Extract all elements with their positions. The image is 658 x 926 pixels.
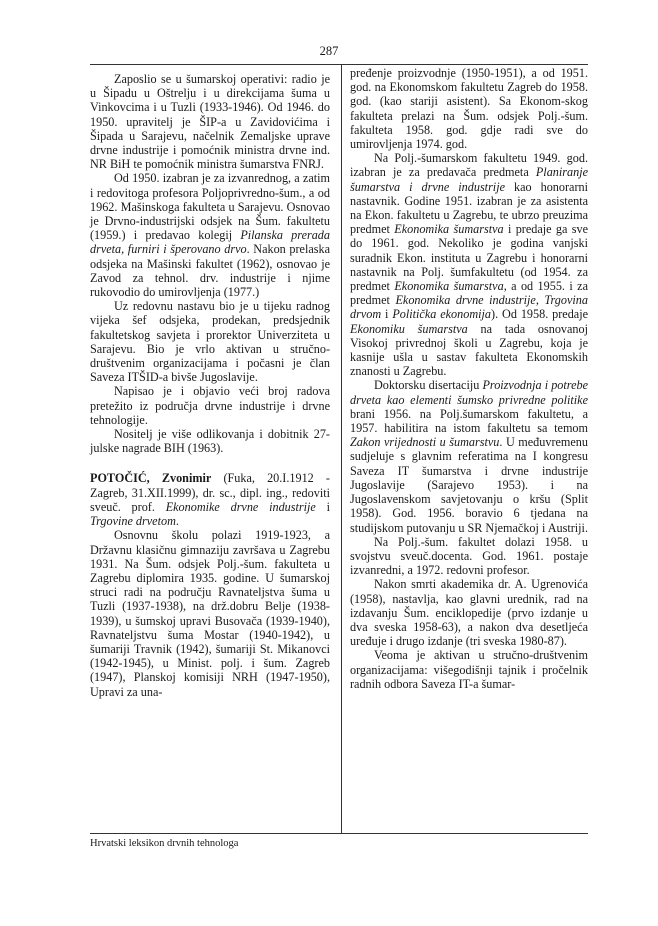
paragraph: pređenje proizvodnje (1950-1951), a od 1951. god. na Ekonomskom fakultetu Zagreb do 1958. god. (kao stariji asistent). Sa Ekonom-skog fakulteta prelazi na Šum. odsjek Polj.-šum. fakulteta 1958. god. gdje radi sve do umirovljenja 1974. god. <box>350 66 588 152</box>
footer-text: Hrvatski leksikon drvnih tehnologa <box>90 838 239 849</box>
paragraph: Uz redovnu nastavu bio je u tijeku radnog vijeka šef odsjeka, prodekan, predsjednik fakultetskog savjeta i prorektor Univerziteta u Sarajevu. Bio je vrlo aktivan u stručno-društvenim organizacijama i počasni je član Saveza ITŠID-a bivše Jugoslavije. <box>90 299 330 385</box>
right-column <box>350 66 588 691</box>
page-number: 287 <box>319 44 339 58</box>
entry-heading: POTOČIĆ, Zvonimir (Fuka, 20.I.1912 - Zagreb, 31.XII.1999), dr. sc., dipl. ing., redoviti sveuč. prof. Ekonomike drvne industrije i Trgovine drvetom. <box>90 471 330 529</box>
header-rule <box>90 64 588 65</box>
paragraph: Od 1950. izabran je za izvanrednog, a zatim i redovitoga profesora Poljoprivredno-šum., a od 1962. Mašinskoga fakulteta u Sarajevu. Osnovao je Drvno-industrijski odsjek na Šum. fakultetu (1959.) i predavao kolegij Pilanska prerada drveta, furniri i šperovano drvo. Nakon prelaska odsjeka na Mašinski fakultet (1962), osnovao je Zavod za tehnol. drv. industrije i njime rukovodio do umirovljenja (1977.) <box>90 171 330 300</box>
footer-rule <box>90 833 588 834</box>
paragraph: Osnovnu školu polazi 1919-1923, a Državnu klasičnu gimnaziju završava u Zagrebu 1931. Na Šum. odsjek Polj.-šum. fakulteta u Zagrebu diplomira 1935. godine. U šumarskoj struci radi na području Ravnateljstva šuma u Tuzli (1937-1938), na drž.dobru Belje (1938-1939), u šumskoj upravi Busovača (1939-1940), Ravnateljstvu šuma Mostar (1940-1942), u šumariji Travnik (1942), šumariji St. Mikanovci (1942-1945), u Minist. polj. i šum. Zagreb (1947), Planskoj komisiji NRH (1947-1950), Upravi za una- <box>90 528 330 699</box>
left-column <box>90 72 330 699</box>
column-divider <box>341 65 342 833</box>
entry-name: Zvonimir <box>149 471 212 486</box>
paragraph: Nositelj je više odlikovanja i dobitnik 27-julske nagrade BIH (1963). <box>90 427 330 456</box>
paragraph: Doktorsku disertaciju Proizvodnja i potrebe drveta kao elementi šumsko privredne politike brani 1956. na Polj.šumarskom fakultetu, a 1957. habilitira na istom fakultetu sa temom Zakon vrijednosti u šumarstvu. U međuvremenu sudjeluje s glavnim referatima na I kongresu Saveza IT šumarstva i drvne industrije Jugoslavije (Sarajevo 1953). i na Jugoslavenskom savjetovanju o kršu (Split 1958). God. 1956. boravio 6 tjedana na studijskom putovanju u SR Njemačkoj i Austriji. <box>350 378 588 535</box>
paragraph: Nakon smrti akademika dr. A. Ugrenovića (1958), nastavlja, kao glavni urednik, rad na izdavanju Šum. enciklopedije (prvo izdanje u dva sveska 1958-63), a nakon dva desetljeća uređuje i drugo izdanje (tri sveska 1980-87). <box>350 577 588 649</box>
entry-headword: POTOČIĆ, <box>90 471 150 486</box>
paragraph: Napisao je i objavio veći broj radova pretežito iz područja drvne industrije i drvne tehnologije. <box>90 384 330 427</box>
paragraph: Zaposlio se u šumarskoj operativi: radio je u Šipadu u Oštrelju i u direkcijama šuma u Vinkovcima i u Tuzli (1933-1946). Od 1946. do 1950. upravitelj je ŠIP-a u Zavidovićima i Šipada u Sarajevu, načelnik Zemaljske uprave drvne industrije i pomoćnik ministra drvne ind. NR BiH te pomoćnik ministra šumarstva FNRJ. <box>90 72 330 172</box>
paragraph: Veoma je aktivan u stručno-društvenim organizacijama: višegodišnji tajnik i pročelnik radnih odbora Saveza IT-a šumar- <box>350 648 588 691</box>
paragraph: Na Polj.-šum. fakultet dolazi 1958. u svojstvu sveuč.docenta. God. 1961. postaje izvanredni, a 1972. redovni profesor. <box>350 534 588 578</box>
paragraph: Na Polj.-šumarskom fakultetu 1949. god. izabran je za predavača predmeta Planiranje šumarstva i drvne industrije kao honorarni nastavnik. Godine 1951. izabran je za asistenta na Ekon. fakultetu u Zagrebu, te ubrzo preuzima predmet Ekonomika šumarstva i predaje ga sve do 1961. god. Nekoliko je godina vanjski suradnik Ekon. instituta u Zagrebu i honorarni nastavnik na Polj. šumfakultetu (od 1954. za predmet Ekonomika šumarstva, a od 1955. i za predmet Ekonomika drvne industrije, Trgovina drvom i Politička ekonomija). Od 1958. predaje Ekonomiku šumarstva na tada osnovanoj Visokoj privrednoj školi u Zagrebu, koja je kasnije ušla u sastav fakulteta Ekonomskih znanosti u Zagrebu. <box>350 151 589 379</box>
